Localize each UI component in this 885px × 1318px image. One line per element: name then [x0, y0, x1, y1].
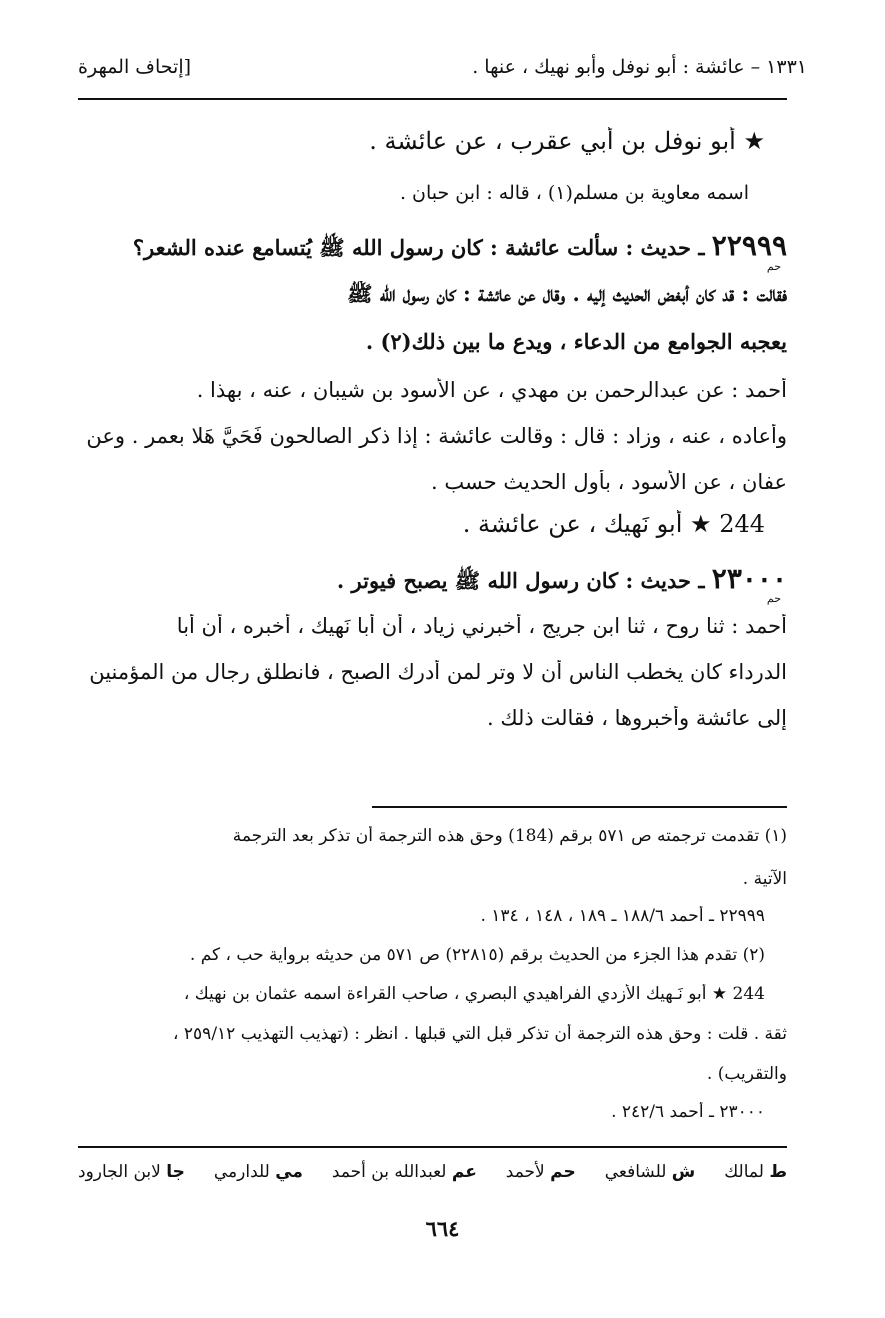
chapter-title: ١٣٣١ – عائشة : أبو نوفل وأبو نهيك ، عنها .: [472, 56, 807, 78]
running-header: [78, 56, 807, 90]
footnote-1: (١) تقدمت ترجمته ص ٥٧١ برقم (184) وحق هذه الترجمة أن تذكر بعد الترجمة: [232, 826, 787, 846]
isnad-line: وأعاده ، عنه ، وزاد : قال : وقالت عائشة : إذا ذكر الصالحون فَحَيَّ هَلا بعمر . وعن: [86, 424, 787, 448]
footnote-3-cont: ثقة . قلت : وحق هذه الترجمة أن تذكر قبل التي قبلها . انظر : (تهذيب التهذيب ٢٥٩/١٢ ،: [173, 1024, 787, 1044]
abbreviation-item: ط لمالك: [724, 1162, 787, 1182]
hadith-text: ـ حديث : كان رسول الله ﷺ يصبح فيوتر .: [336, 568, 705, 593]
narrator-heading: ★ أبو نوفل بن أبي عقرب ، عن عائشة .: [369, 127, 765, 155]
footnote-2: (٢) تقدم هذا الجزء من الحديث برقم (٢٢٨١٥) ص ٥٧١ من حديثه برواية حب ، كم .: [189, 945, 765, 965]
isnad-line: أحمد : عن عبدالرحمن بن مهدي ، عن الأسود بن شيبان ، عنه ، بهذا .: [196, 378, 787, 402]
book-title: [إتحاف المهرة: [78, 56, 192, 78]
hadith-line: [78, 229, 787, 266]
abbreviation-item: عم لعبدالله بن أحمد: [331, 1162, 477, 1182]
hadith-text: ـ حديث : سألت عائشة : كان رسول الله ﷺ يُتسامع عنده الشعر؟: [132, 235, 705, 260]
abbreviation-item: جا لابن الجارود: [78, 1162, 185, 1182]
hadith-line: [78, 562, 787, 599]
hadith-line: فقالت : قد كان أبغض الحديث إليه . وقال عن عائشة : كان رسول الله ﷺ: [347, 281, 787, 306]
abbreviation-legend: [78, 1162, 787, 1182]
isnad-line: أحمد : ثنا روح ، ثنا ابن جريج ، أخبرني زياد ، أن أبا نَهيك ، أخبره ، أن أبا: [176, 614, 787, 638]
abbreviation-item: حم لأحمد: [505, 1162, 576, 1182]
footnote-reference: ٢٣٠٠٠ ـ أحمد ٢٤٢/٦ .: [611, 1102, 765, 1122]
footnote-separator: [372, 806, 787, 808]
header-rule: [78, 98, 787, 100]
source-mark: حم: [766, 592, 781, 605]
footnote-reference: ٢٢٩٩٩ ـ أحمد ١٨٨/٦ ـ ١٨٩ ، ١٤٨ ، ١٣٤ .: [480, 906, 765, 926]
page-number: ٦٦٤: [425, 1216, 460, 1241]
footnote-1-cont: الآتية .: [742, 869, 787, 889]
isnad-line: إلى عائشة وأخبروها ، فقالت ذلك .: [486, 706, 787, 730]
source-mark: حم: [766, 260, 781, 273]
narrator-heading: 244 ★ أبو نَهيك ، عن عائشة .: [462, 510, 765, 538]
isnad-line: عفان ، عن الأسود ، بأول الحديث حسب .: [431, 470, 787, 494]
hadith-number: ٢٢٩٩٩: [711, 229, 787, 262]
narrator-note: اسمه معاوية بن مسلم(١) ، قاله : ابن حبان .: [399, 182, 749, 204]
footnote-3: 244 ★ أبو نَـهيك الأزدي الفراهيدي البصري ، صاحب القراءة اسمه عثمان بن نهيك ،: [183, 984, 765, 1004]
footnote-3-cont: والتقريب) .: [706, 1064, 787, 1084]
legend-rule: [78, 1146, 787, 1148]
isnad-line: الدرداء كان يخطب الناس أن لا وتر لمن أدرك الصبح ، فانطلق رجال من المؤمنين: [89, 660, 787, 684]
hadith-line: يعجبه الجوامع من الدعاء ، ويدع ما بين ذلك(٢) .: [365, 329, 787, 354]
abbreviation-item: مي للدارمي: [213, 1162, 303, 1182]
abbreviation-item: ش للشافعي: [604, 1162, 696, 1182]
hadith-number: ٢٣٠٠٠: [711, 562, 787, 595]
